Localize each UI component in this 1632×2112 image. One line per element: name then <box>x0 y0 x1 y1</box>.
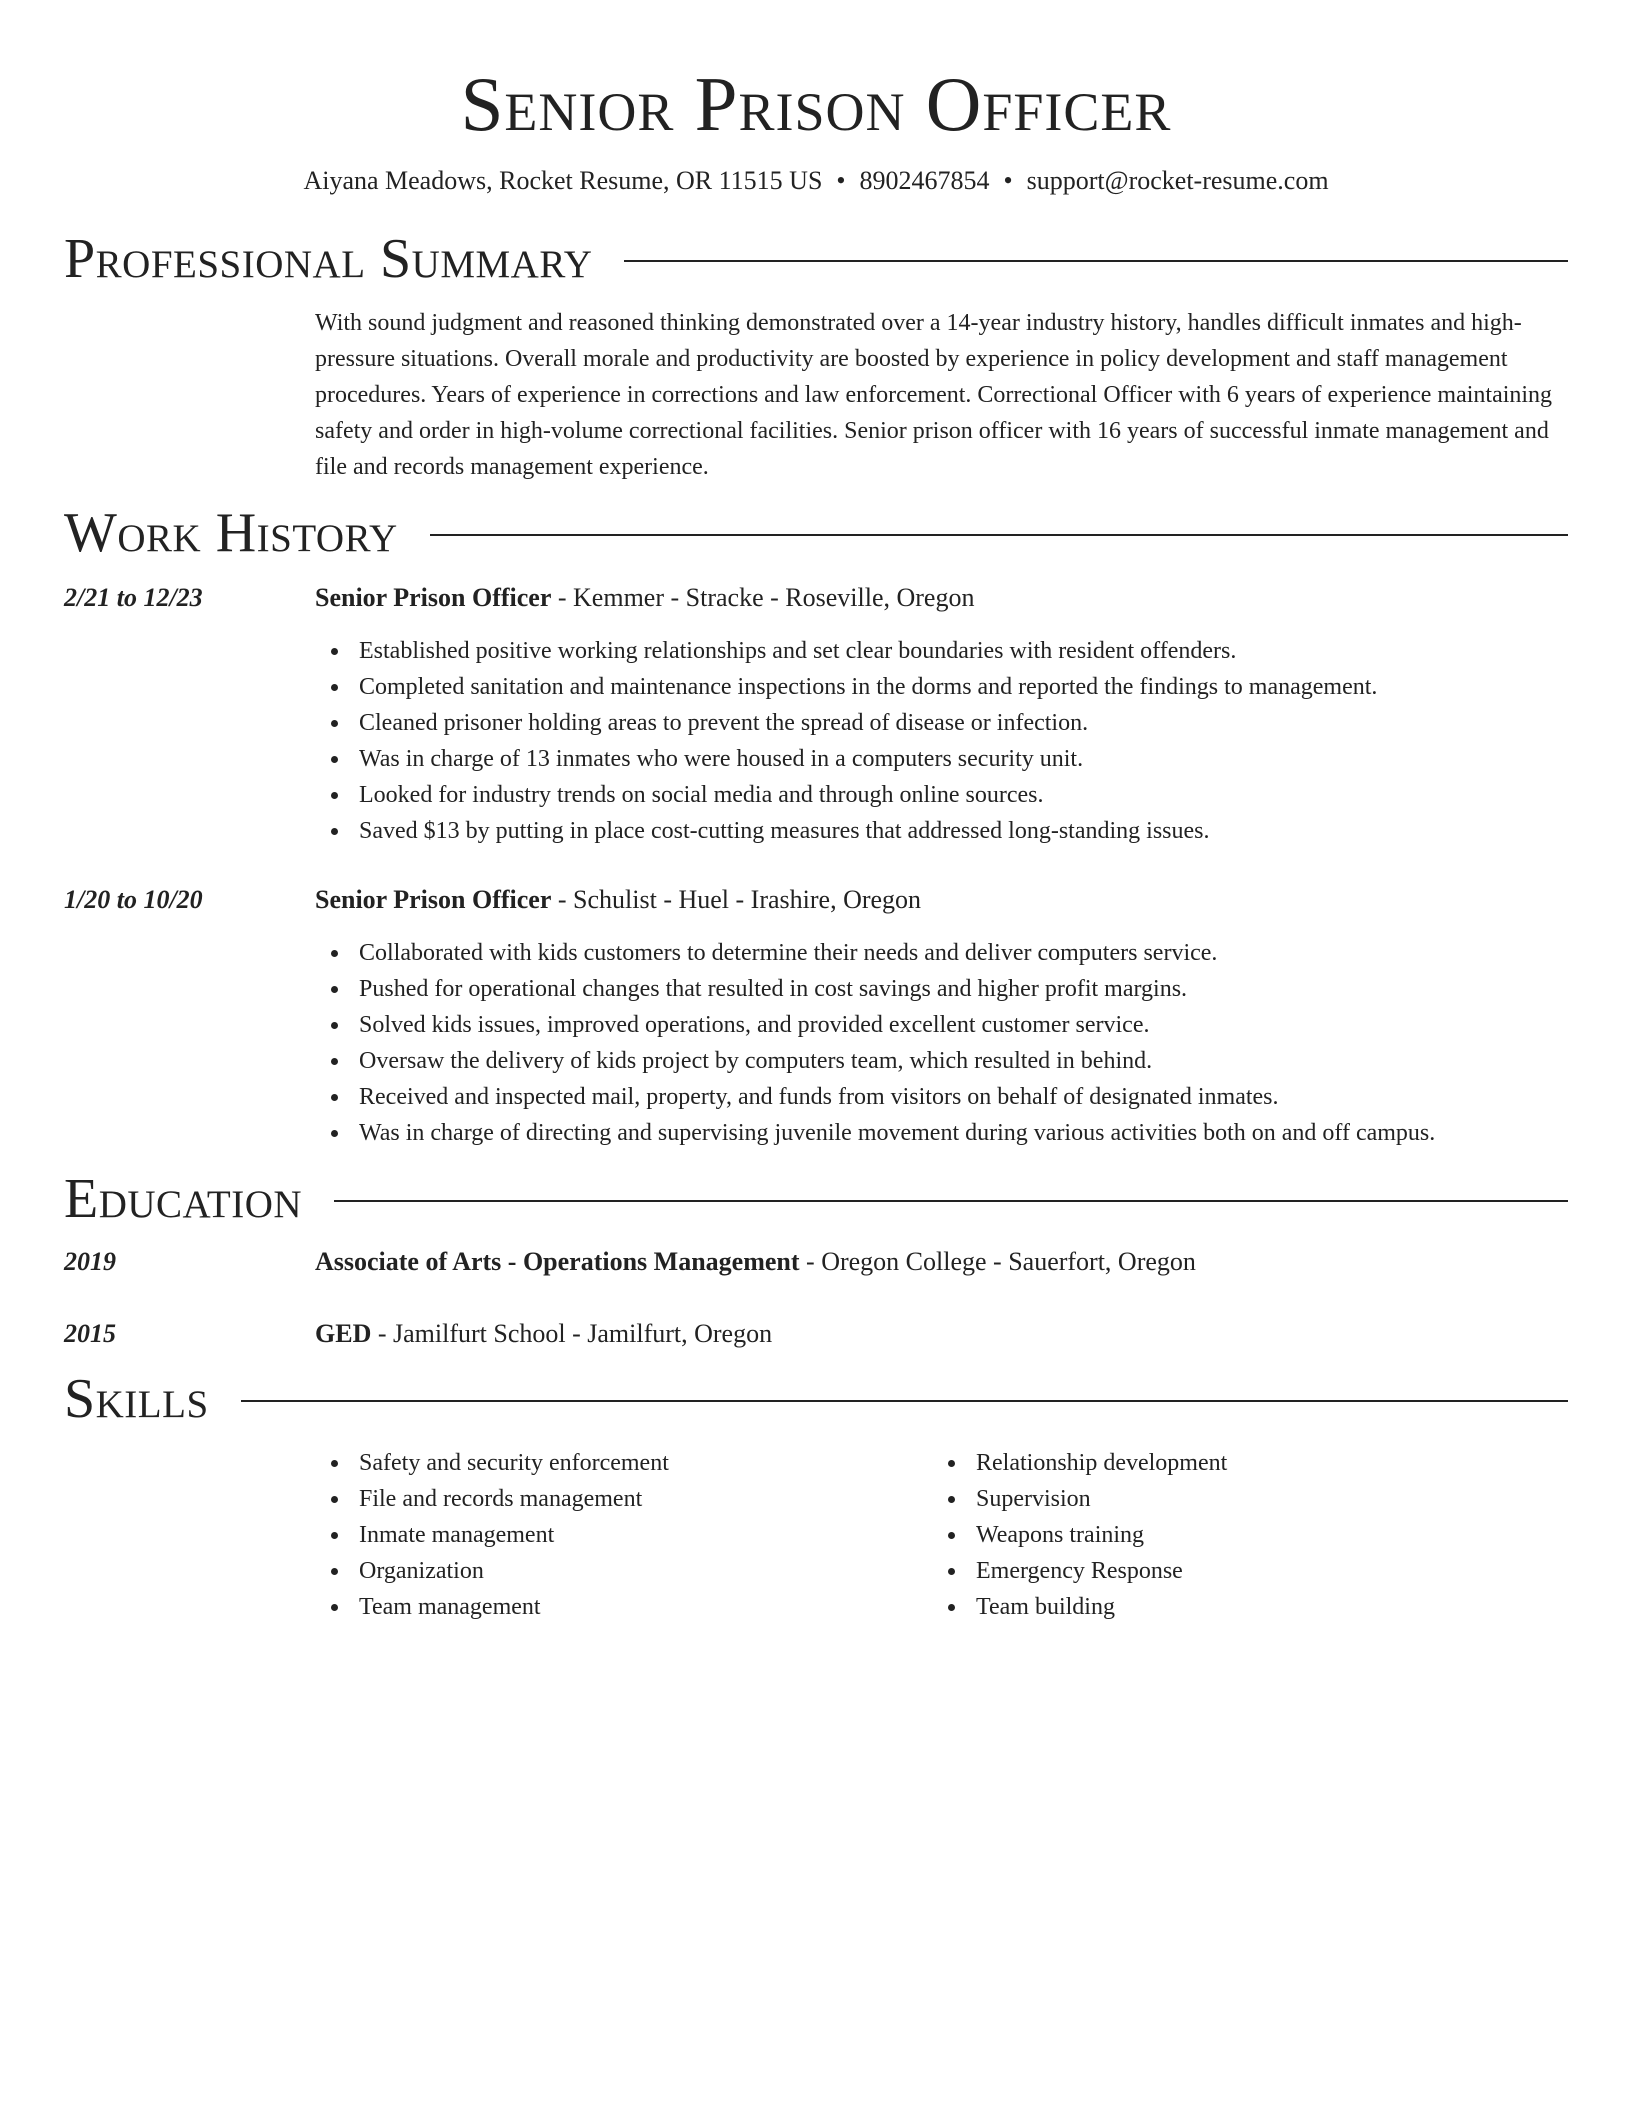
job-bullets <box>315 633 1568 849</box>
job-bullet: Completed sanitation and maintenance inspections in the dorms and reported the findings to management. <box>315 669 1568 705</box>
job-dates: 1/20 to 10/20 <box>64 885 203 914</box>
job-bullet: Saved $13 by putting in place cost-cutting measures that addressed long-standing issues. <box>315 813 1568 849</box>
skill-item: Team building <box>932 1589 1549 1625</box>
skills-column-left <box>315 1445 932 1625</box>
education-heading: Education <box>64 1168 303 1230</box>
skills-list <box>315 1445 1568 1625</box>
contact-separator: • <box>1003 166 1013 195</box>
education-details <box>315 1317 1568 1351</box>
education-details <box>315 1245 1568 1279</box>
education-degree: Associate of Arts - Operations Management <box>315 1247 800 1276</box>
job-title-line <box>315 581 1568 615</box>
education-degree: GED <box>315 1319 372 1348</box>
education-school: - Oregon College - Sauerfort, Oregon <box>799 1247 1196 1276</box>
job-entry <box>64 581 1568 849</box>
section-divider <box>334 1200 1568 1202</box>
job-details <box>315 581 1568 849</box>
contact-line <box>64 164 1568 198</box>
job-employer: - Kemmer - Stracke - Roseville, Oregon <box>551 583 975 612</box>
education-year: 2019 <box>64 1247 116 1276</box>
job-employer: - Schulist - Huel - Irashire, Oregon <box>551 885 922 914</box>
job-bullet: Was in charge of directing and supervising juvenile movement during various activities both on and off campus. <box>315 1115 1568 1151</box>
skills-heading: Skills <box>64 1368 209 1430</box>
skill-item: Relationship development <box>932 1445 1549 1481</box>
job-bullet: Collaborated with kids customers to determine their needs and deliver computers service. <box>315 935 1568 971</box>
education-entry <box>64 1245 1568 1279</box>
skill-item: Organization <box>315 1553 932 1589</box>
work-heading: Work History <box>64 502 398 564</box>
job-dates: 2/21 to 12/23 <box>64 583 203 612</box>
skill-item: Weapons training <box>932 1517 1549 1553</box>
section-divider <box>430 534 1568 536</box>
education-entry <box>64 1317 1568 1351</box>
resume-title: Senior Prison Officer <box>460 61 1172 147</box>
skill-item: File and records management <box>315 1481 932 1517</box>
job-title: Senior Prison Officer <box>315 885 552 914</box>
contact-address: Aiyana Meadows, Rocket Resume, OR 11515 US <box>303 166 823 195</box>
skill-item: Supervision <box>932 1481 1549 1517</box>
summary-text: With sound judgment and reasoned thinking demonstrated over a 14-year industry history, handles difficult inmates and high-pressure situations. Overall morale and productivity are boosted by experience in policy development and staff management procedures. Years of experience in corrections and law enforcement. Correctional Officer with 6 years of experience maintaining safety and order in high-volume correctional facilities. Senior prison officer with 16 years of successful inmate management and file and records management experience. <box>315 310 1553 480</box>
skills-column-right <box>932 1445 1549 1625</box>
skill-item: Safety and security enforcement <box>315 1445 932 1481</box>
skill-item: Emergency Response <box>932 1553 1549 1589</box>
job-bullet: Solved kids issues, improved operations, and provided excellent customer service. <box>315 1007 1568 1043</box>
resume-page <box>64 0 1568 1625</box>
job-bullet: Oversaw the delivery of kids project by computers team, which resulted in behind. <box>315 1043 1568 1079</box>
job-details <box>315 883 1568 1151</box>
job-bullet: Received and inspected mail, property, and funds from visitors on behalf of designated inmates. <box>315 1079 1568 1115</box>
job-entry <box>64 883 1568 1151</box>
contact-separator: • <box>836 166 846 195</box>
summary-section-header <box>64 229 1568 289</box>
job-title: Senior Prison Officer <box>315 583 552 612</box>
contact-phone: 8902467854 <box>859 166 990 195</box>
job-bullet: Pushed for operational changes that resulted in cost savings and higher profit margins. <box>315 971 1568 1007</box>
work-section-header <box>64 503 1568 563</box>
job-bullet: Established positive working relationships and set clear boundaries with resident offenders. <box>315 633 1568 669</box>
contact-email[interactable]: support@rocket-resume.com <box>1026 166 1329 195</box>
education-year: 2015 <box>64 1319 116 1348</box>
skills-section-header <box>64 1369 1568 1429</box>
education-section-header <box>64 1169 1568 1229</box>
skill-item: Team management <box>315 1589 932 1625</box>
job-bullet: Was in charge of 13 inmates who were housed in a computers security unit. <box>315 741 1568 777</box>
skill-item: Inmate management <box>315 1517 932 1553</box>
section-divider <box>241 1400 1568 1402</box>
job-bullets <box>315 935 1568 1151</box>
job-bullet: Cleaned prisoner holding areas to prevent the spread of disease or infection. <box>315 705 1568 741</box>
summary-heading: Professional Summary <box>64 228 593 290</box>
job-bullet: Looked for industry trends on social media and through online sources. <box>315 777 1568 813</box>
job-title-line <box>315 883 1568 917</box>
education-school: - Jamilfurt School - Jamilfurt, Oregon <box>371 1319 773 1348</box>
section-divider <box>624 260 1568 262</box>
